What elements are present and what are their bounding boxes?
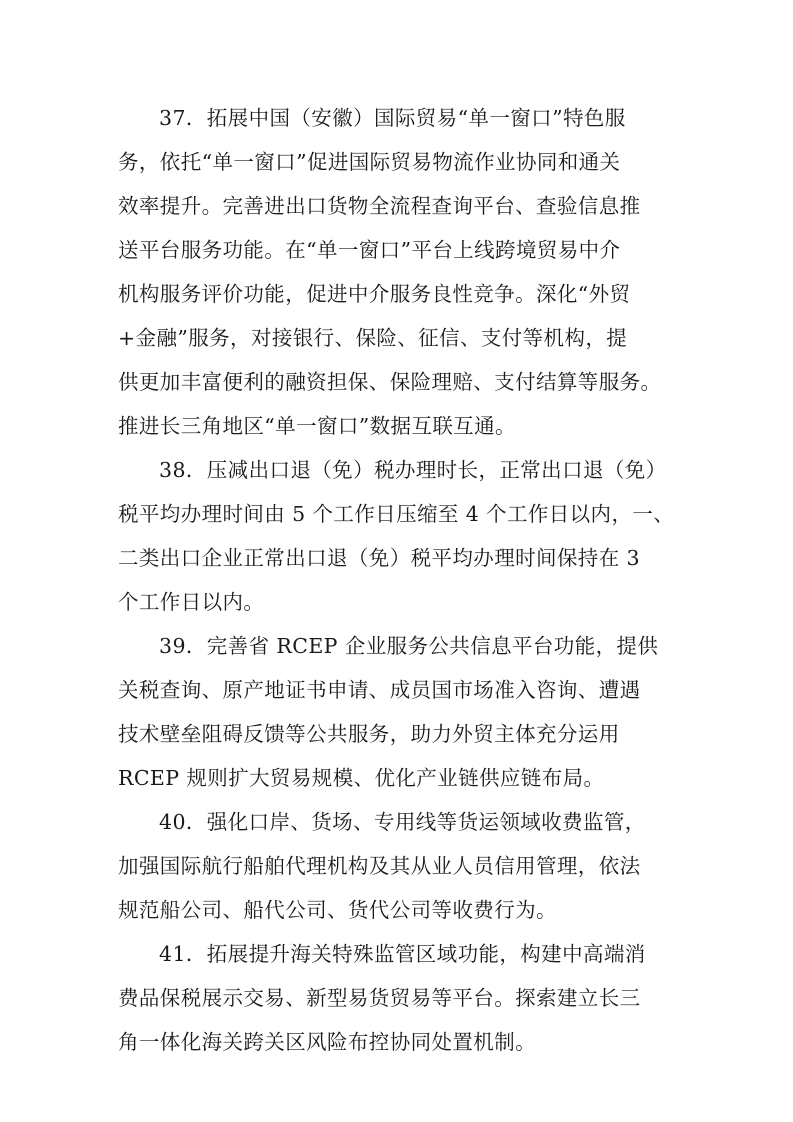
text-line: 效率提升。完善进出口货物全流程查询平台、查验信息推 [118, 194, 641, 218]
text-line: 机构服务评价功能，促进中介服务良性竞争。深化“外贸 [118, 282, 631, 306]
text-line: 37．拓展中国（安徽）国际贸易“单一窗口”特色服 [159, 106, 626, 130]
text-line: RCEP 规则扩大贸易规模、优化产业链供应链布局。 [118, 766, 605, 790]
paragraph-39 [118, 624, 678, 800]
text-line: 推进长三角地区“单一窗口”数据互联互通。 [118, 414, 516, 438]
text-line: 40．强化口岸、货场、专用线等货运领域收费监管， [159, 810, 646, 834]
paragraph-41 [118, 932, 678, 1064]
text-line: 供更加丰富便利的融资担保、保险理赔、支付结算等服务。 [118, 370, 662, 394]
paragraph-37 [118, 96, 678, 448]
text-line: 费品保税展示交易、新型易货贸易等平台。探索建立长三 [118, 986, 641, 1010]
text-line: +金融”服务，对接银行、保险、征信、支付等机构，提 [118, 326, 628, 350]
text-line: 加强国际航行船舶代理机构及其从业人员信用管理，依法 [118, 854, 641, 878]
text-line: 规范船公司、船代公司、货代公司等收费行为。 [118, 898, 557, 922]
text-line: 务，依托“单一窗口”促进国际贸易物流作业协同和通关 [118, 150, 621, 174]
text-line: 税平均办理时间由 5 个工作日压缩至 4 个工作日以内，一、 [118, 502, 675, 526]
text-line: 角一体化海关跨关区风险布控协同处置机制。 [118, 1030, 536, 1054]
text-line: 41．拓展提升海关特殊监管区域功能，构建中高端消 [159, 942, 646, 966]
text-line: 送平台服务功能。在“单一窗口”平台上线跨境贸易中介 [118, 238, 621, 262]
text-line: 个工作日以内。 [118, 590, 265, 614]
paragraph-38 [118, 448, 678, 624]
text-line: 39．完善省 RCEP 企业服务公共信息平台功能，提供 [159, 634, 659, 658]
text-line: 二类出口企业正常出口退（免）税平均办理时间保持在 3 [118, 546, 640, 570]
text-line: 关税查询、原产地证书申请、成员国市场准入咨询、遭遇 [118, 678, 641, 702]
document-body [118, 96, 678, 1064]
text-line: 技术壁垒阻碍反馈等公共服务，助力外贸主体充分运用 [118, 722, 620, 746]
text-line: 38．压减出口退（免）税办理时长，正常出口退（免） [159, 458, 667, 482]
paragraph-40 [118, 800, 678, 932]
